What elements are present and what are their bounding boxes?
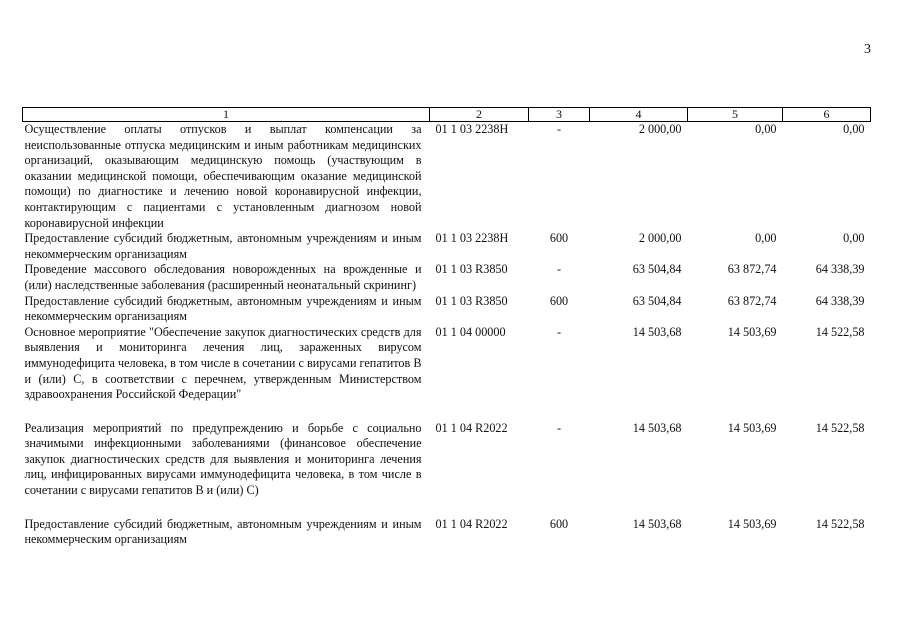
row-description: Реализация мероприятий по предупреждению и борьбе с социально значимыми инфекционными заболеваниями (финансовое обеспечение закупок диагностических средств для выявления и мониторинга лечения лиц, инфицированных вирусами иммунодефицита человека, в том числе в сочетании с вирусами гепатитов B и (или) C): [24, 420, 422, 498]
row-code: 01 1 04 R2022: [435, 516, 508, 531]
row-description: Основное мероприятие "Обеспечение закупок диагностических средств для выявления и мониторинга лечения лиц, зараженных вирусом иммунодефицита человека, в том числе в сочетании с вирусами гепатитов B и (или) C, в соответствии с перечнем, утвержденным Министерством здравоохранения Российской Федерации": [24, 324, 422, 402]
row-value-2: 0,00: [755, 231, 777, 246]
row-description: Предоставление субсидий бюджетным, автономным учреждениям и иным некоммерческим организациям: [24, 231, 422, 261]
row-value-1: 14 503,68: [632, 516, 682, 531]
row-expense-type: 600: [549, 293, 569, 308]
row-value-3: 0,00: [843, 231, 865, 246]
row-expense-type: -: [556, 122, 562, 136]
row-value-3: 0,00: [843, 122, 865, 136]
row-description: Предоставление субсидий бюджетным, автономным учреждениям и иным некоммерческим организациям: [24, 516, 422, 547]
row-value-2: 14 503,69: [727, 324, 777, 339]
header-col-3: 3: [529, 108, 590, 122]
row-value-3: 14 522,58: [815, 420, 865, 435]
header-col-1: 1: [23, 108, 430, 122]
table-row: [23, 262, 871, 293]
row-value-2: 63 872,74: [727, 293, 777, 308]
row-value-1: 2 000,00: [638, 231, 682, 246]
row-expense-type: -: [556, 262, 562, 277]
budget-table: [22, 107, 871, 548]
row-code: 01 1 03 2238Н: [435, 122, 509, 136]
table-row: [23, 325, 871, 421]
row-code: 01 1 04 R2022: [435, 420, 508, 435]
header-col-2: 2: [430, 108, 529, 122]
row-description: Проведение массового обследования новорожденных на врожденные и (или) наследственные заболевания (расширенный неонатальный скрининг): [24, 262, 422, 292]
table-row: [23, 517, 871, 548]
row-expense-type: -: [556, 420, 562, 435]
row-value-3: 14 522,58: [815, 516, 865, 531]
row-code: 01 1 04 00000: [435, 324, 506, 339]
row-value-1: 14 503,68: [632, 324, 682, 339]
row-value-1: 14 503,68: [632, 420, 682, 435]
row-value-2: 14 503,69: [727, 420, 777, 435]
row-expense-type: 600: [549, 231, 569, 246]
row-value-1: 2 000,00: [638, 122, 682, 136]
table-row: [23, 122, 871, 232]
row-value-1: 63 504,84: [632, 293, 682, 308]
row-expense-type: -: [556, 324, 562, 339]
page-number: 3: [864, 42, 871, 57]
table-row: [23, 294, 871, 325]
row-value-3: 64 338,39: [815, 293, 865, 308]
row-expense-type: 600: [549, 516, 569, 531]
row-code: 01 1 03 R3850: [435, 262, 508, 277]
row-description: Осуществление оплаты отпусков и выплат компенсации за неиспользованные отпуска медицинским и иным работникам медицинских организаций, оказывающим медицинскую помощь (участвующим в оказании медицинской помощи, обеспечивающим оказание медицинской помощи) по диагностике и лечению новой коронавирусной инфекции, контактирующим с пациентами с установленным диагнозом новой коронавирусной инфекции: [24, 122, 422, 230]
header-col-6: 6: [783, 108, 871, 122]
row-value-3: 14 522,58: [815, 324, 865, 339]
row-code: 01 1 03 2238Н: [435, 231, 509, 246]
table-header: [23, 108, 871, 122]
row-value-1: 63 504,84: [632, 262, 682, 277]
table-row: [23, 231, 871, 262]
row-value-3: 64 338,39: [815, 262, 865, 277]
header-col-4: 4: [590, 108, 688, 122]
table-row: [23, 421, 871, 517]
row-value-2: 14 503,69: [727, 516, 777, 531]
row-value-2: 0,00: [755, 122, 777, 136]
row-code: 01 1 03 R3850: [435, 293, 508, 308]
row-value-2: 63 872,74: [727, 262, 777, 277]
row-description: Предоставление субсидий бюджетным, автономным учреждениям и иным некоммерческим организациям: [24, 293, 422, 324]
header-col-5: 5: [688, 108, 783, 122]
